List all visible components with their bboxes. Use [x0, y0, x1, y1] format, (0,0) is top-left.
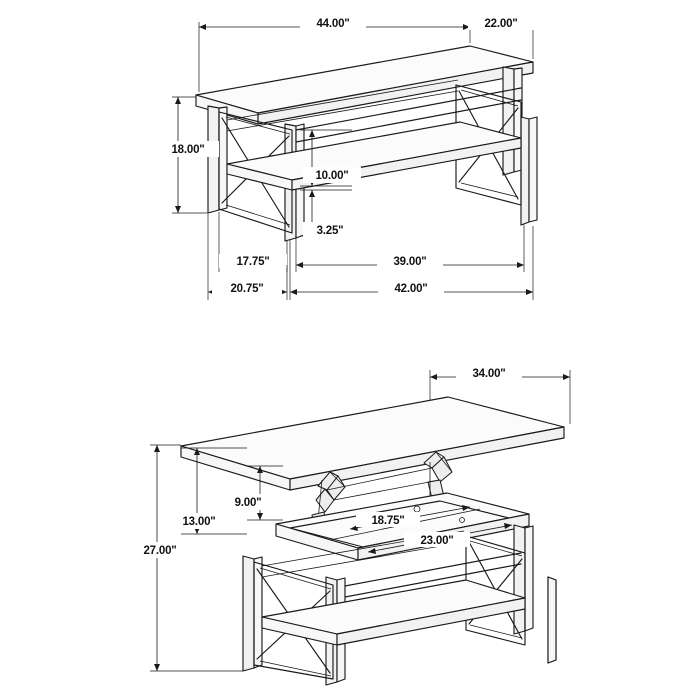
dim-lift-total-height: 27.00"	[143, 545, 177, 557]
dim-lift-height-mid: 13.00"	[182, 516, 216, 528]
dim-lift-top-depth: 34.00"	[472, 368, 506, 380]
dim-floor-clearance: 3.25"	[316, 225, 344, 237]
dim-storage-width: 23.00"	[420, 535, 454, 547]
dim-front-outer: 42.00"	[394, 283, 428, 295]
dim-top-width: 44.00"	[316, 18, 350, 30]
closed-table-illustration	[196, 46, 537, 241]
dim-side-inner: 17.75"	[236, 256, 270, 268]
dim-front-inner: 39.00"	[393, 256, 427, 268]
lifted-table-illustration	[181, 397, 564, 685]
dim-top-depth: 22.00"	[484, 18, 518, 30]
dim-lift-rise: 9.00"	[234, 497, 262, 509]
dim-side-outer: 20.75"	[230, 283, 264, 295]
dim-storage-depth: 18.75"	[371, 515, 405, 527]
dim-overall-height: 18.00"	[171, 144, 205, 156]
dim-shelf-clearance: 10.00"	[315, 170, 349, 182]
